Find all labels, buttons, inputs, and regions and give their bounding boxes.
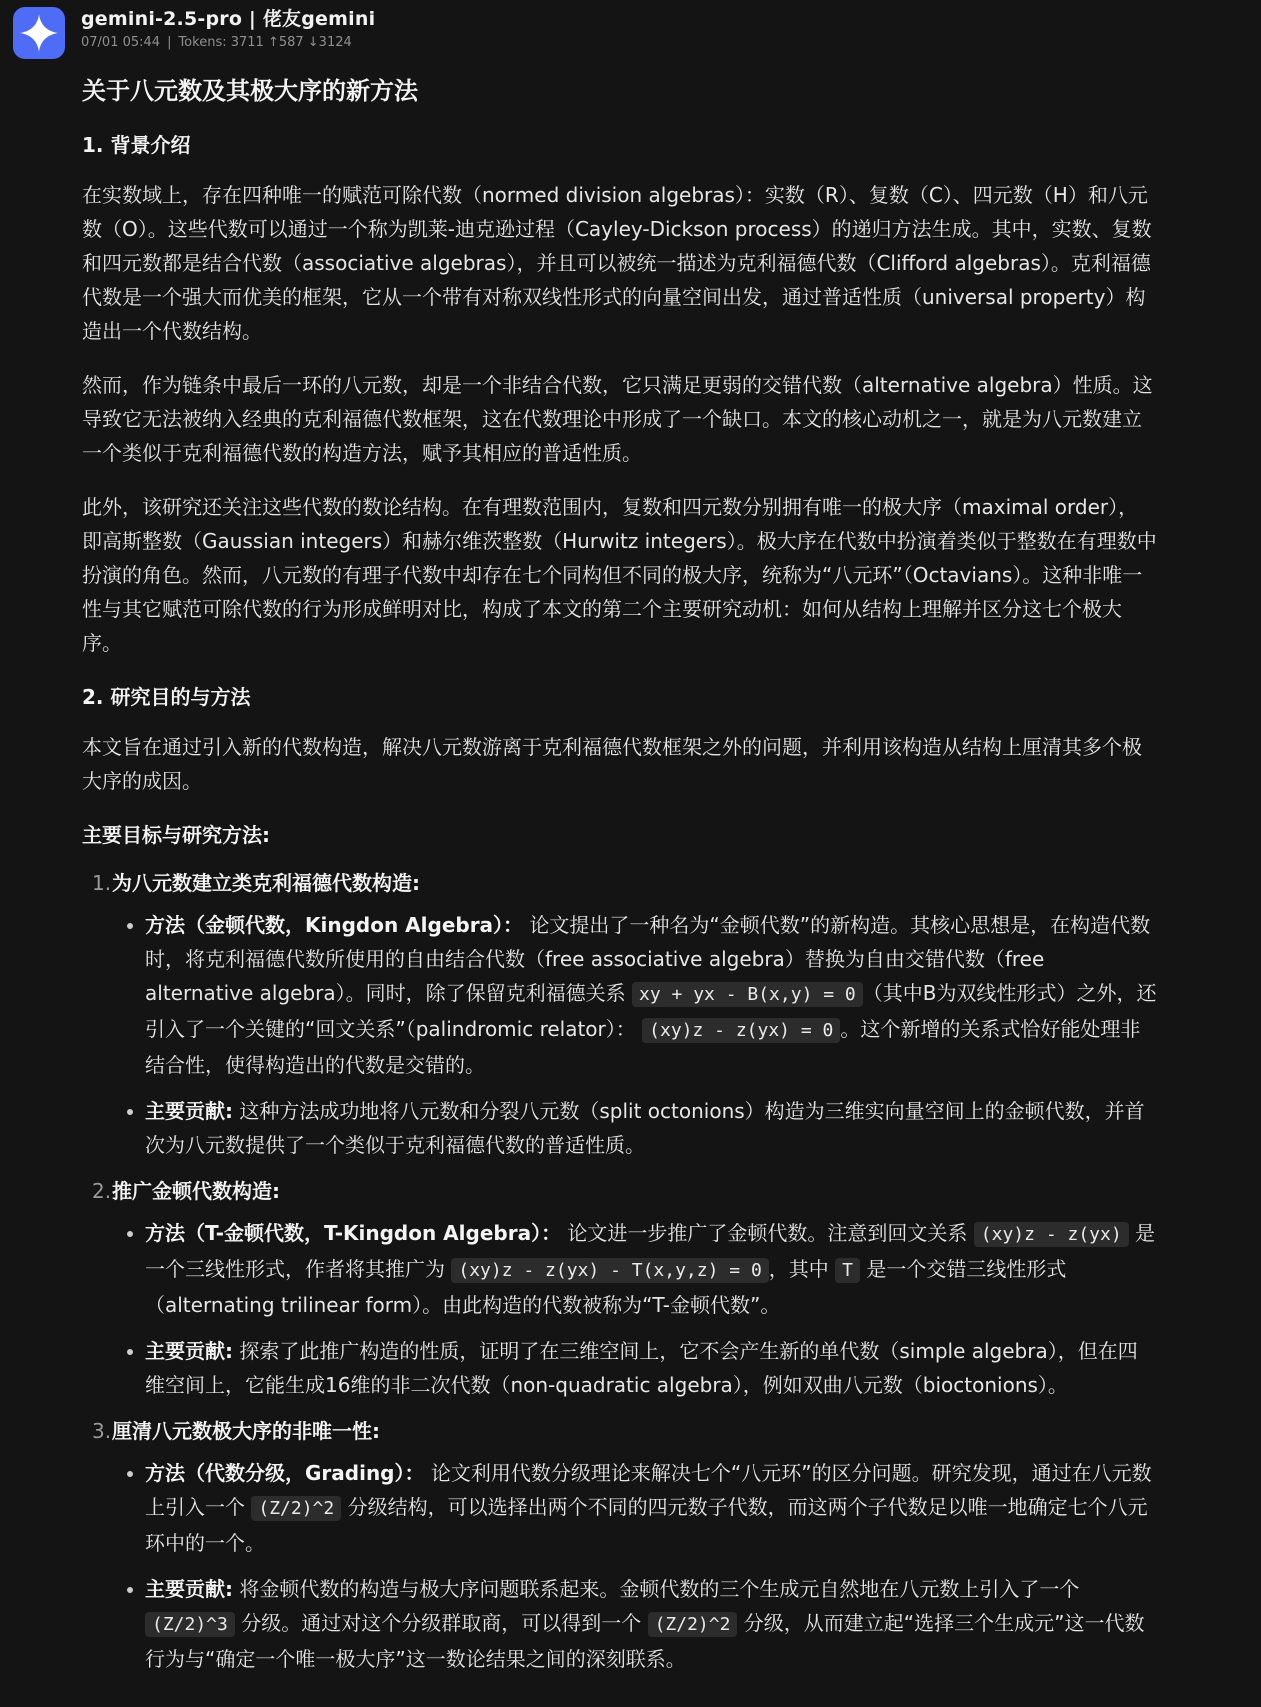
bullet-label: 方法（代数分级，Grading）： [145, 1461, 425, 1485]
bullet-item [145, 1334, 1157, 1402]
token-count: Tokens: 3711 ↑587 ↓3124 [178, 35, 352, 50]
model-name: gemini-2.5-pro | 佬友gemini [81, 8, 376, 30]
message-body [82, 70, 1157, 1688]
bullet-item [145, 1216, 1157, 1322]
bullet-text: 论文进一步推广了金顿代数。注意到回文关系 [561, 1221, 974, 1245]
goal-title [92, 866, 1157, 900]
inline-code: (Z/2)^3 [145, 1612, 235, 1637]
bullet-text: 分级，从而建立起“选择三个生成元”这一代数行为与“确定一个唯一极大序”这一数论结果之间的深刻联系。 [145, 1611, 1145, 1671]
goal-bullets [82, 908, 1157, 1162]
bullet-item [145, 1572, 1157, 1676]
bullet-text: ，其中 [768, 1257, 836, 1281]
goal-number: 3. [92, 1419, 112, 1443]
bullet-item [145, 908, 1157, 1082]
bullet-label: 方法（金顿代数，Kingdon Algebra）： [145, 913, 524, 937]
bullet-label: 方法（T-金顿代数，T-Kingdon Algebra）： [145, 1221, 562, 1245]
bullet-item [145, 1456, 1157, 1560]
gemini-sparkle-icon [18, 12, 60, 54]
inline-code: (Z/2)^2 [251, 1496, 341, 1521]
inline-code: xy + yx - B(x,y) = 0 [632, 982, 863, 1007]
inline-code: (Z/2)^2 [648, 1612, 738, 1637]
bullet-text: 分级结构，可以选择出两个不同的四元数子代数，而这两个子代数足以唯一地确定七个八元环中的一个。 [145, 1495, 1148, 1555]
article-title: 关于八元数及其极大序的新方法 [82, 77, 418, 105]
goal-title [92, 1414, 1157, 1448]
bullet-label: 主要贡献: [145, 1577, 233, 1601]
goals-list [82, 866, 1157, 1676]
bullet-text: 这种方法成功地将八元数和分裂八元数（split octonions）构造为三维实向量空间上的金顿代数，并首次为八元数提供了一个类似于克利福德代数的普适性质。 [145, 1099, 1145, 1157]
paragraph: 此外，该研究还关注这些代数的数论结构。在有理数范围内，复数和四元数分别拥有唯一的极大序（maximal order），即高斯整数（Gaussian integers）和赫尔维茨整数（Hurwitz integers）。极大序在代数中扮演着类似于整数在有理数中扮演的角色。然而，八元数的有理子代数中却存在七个同构但不同的极大序，统称为“八元环”（Octavians）。这种非唯一性与其它赋范可除代数的行为形成鲜明对比，构成了本文的第二个主要研究动机：如何从结构上理解并区分这七个极大序。 [82, 495, 1157, 655]
goal-number: 1. [92, 871, 112, 895]
inline-code: (xy)z - z(yx) - T(x,y,z) = 0 [451, 1258, 768, 1283]
meta-separator: | [167, 35, 172, 50]
section-heading-background: 1. 背景介绍 [82, 133, 191, 157]
paragraph: 然而，作为链条中最后一环的八元数，却是一个非结合代数，它只满足更弱的交错代数（alternative algebra）性质。这导致它无法被纳入经典的克利福德代数框架，这在代数理论中形成了一个缺口。本文的核心动机之一，就是为八元数建立一个类似于克利福德代数的构造方法，赋予其相应的普适性质。 [82, 373, 1153, 465]
message-meta [81, 35, 352, 50]
goal-title-text: 厘清八元数极大序的非唯一性: [112, 1419, 380, 1443]
goals-lead: 主要目标与研究方法: [82, 823, 270, 847]
inline-code: (xy)z - z(yx) = 0 [642, 1018, 840, 1043]
bullet-text: 将金顿代数的构造与极大序问题联系起来。金顿代数的三个生成元自然地在八元数上引入了一个 [233, 1577, 1080, 1601]
bullet-text: （其中B为双线性形式）之外，还引入了一个关键的“回文关系”（palindromic relator）： [145, 981, 1157, 1041]
goal-title-text: 为八元数建立类克利福德代数构造: [112, 871, 420, 895]
bullet-text: 是一个三线性形式，作者将其推广为 [145, 1221, 1156, 1281]
goal-bullets [82, 1216, 1157, 1402]
goal-bullets [82, 1456, 1157, 1676]
bullet-text: 论文利用代数分级理论来解决七个“八元环”的区分问题。研究发现，通过在八元数上引入一个 [145, 1461, 1152, 1519]
model-avatar [13, 7, 65, 59]
bullet-label: 主要贡献: [145, 1099, 233, 1123]
bullet-text: 论文提出了一种名为“金顿代数”的新构造。其核心思想是，在构造代数时，将克利福德代数所使用的自由结合代数（free associative algebra）替换为自由交错代数（free alternative algebra）。同时，除了保留克利福德关系 [145, 913, 1151, 1005]
paragraph: 在实数域上，存在四种唯一的赋范可除代数（normed division algebras）：实数（R）、复数（C）、四元数（H）和八元数（O）。这些代数可以通过一个称为凯莱-迪克逊过程（Cayley-Dickson process）的递归方法生成。其中，实数、复数和四元数都是结合代数（associative algebras），并且可以被统一描述为克利福德代数（Clifford algebras）。克利福德代数是一个强大而优美的框架，它从一个带有对称双线性形式的向量空间出发，通过普适性质（universal property）构造出一个代数结构。 [82, 183, 1152, 343]
bullet-text: 是一个交错三线性形式（alternating trilinear form）。由此构造的代数被称为“T-金顿代数”。 [145, 1257, 1067, 1317]
inline-code: T [835, 1258, 860, 1283]
bullet-text: 。这个新增的关系式恰好能处理非结合性，使得构造出的代数是交错的。 [145, 1017, 1141, 1077]
goal-title [92, 1174, 1157, 1208]
section-heading-goals: 2. 研究目的与方法 [82, 685, 251, 709]
bullet-label: 主要贡献: [145, 1339, 233, 1363]
bullet-text: 探索了此推广构造的性质，证明了在三维空间上，它不会产生新的单代数（simple algebra），但在四维空间上，它能生成16维的非二次代数（non-quadratic algebra），例如双曲八元数（bioctonions）。 [145, 1339, 1138, 1397]
bullet-text: 分级。通过对这个分级群取商，可以得到一个 [234, 1611, 648, 1635]
goal-title-text: 推广金顿代数构造: [112, 1179, 280, 1203]
bullet-item [145, 1094, 1157, 1162]
message-header [0, 0, 1261, 60]
inline-code: (xy)z - z(yx) [974, 1222, 1129, 1247]
paragraph: 本文旨在通过引入新的代数构造，解决八元数游离于克利福德代数框架之外的问题，并利用该构造从结构上厘清其多个极大序的成因。 [82, 735, 1142, 793]
goal-item [82, 1414, 1157, 1676]
goal-item [82, 866, 1157, 1162]
message-timestamp: 07/01 05:44 [81, 35, 161, 50]
goal-item [82, 1174, 1157, 1402]
goal-number: 2. [92, 1179, 112, 1203]
